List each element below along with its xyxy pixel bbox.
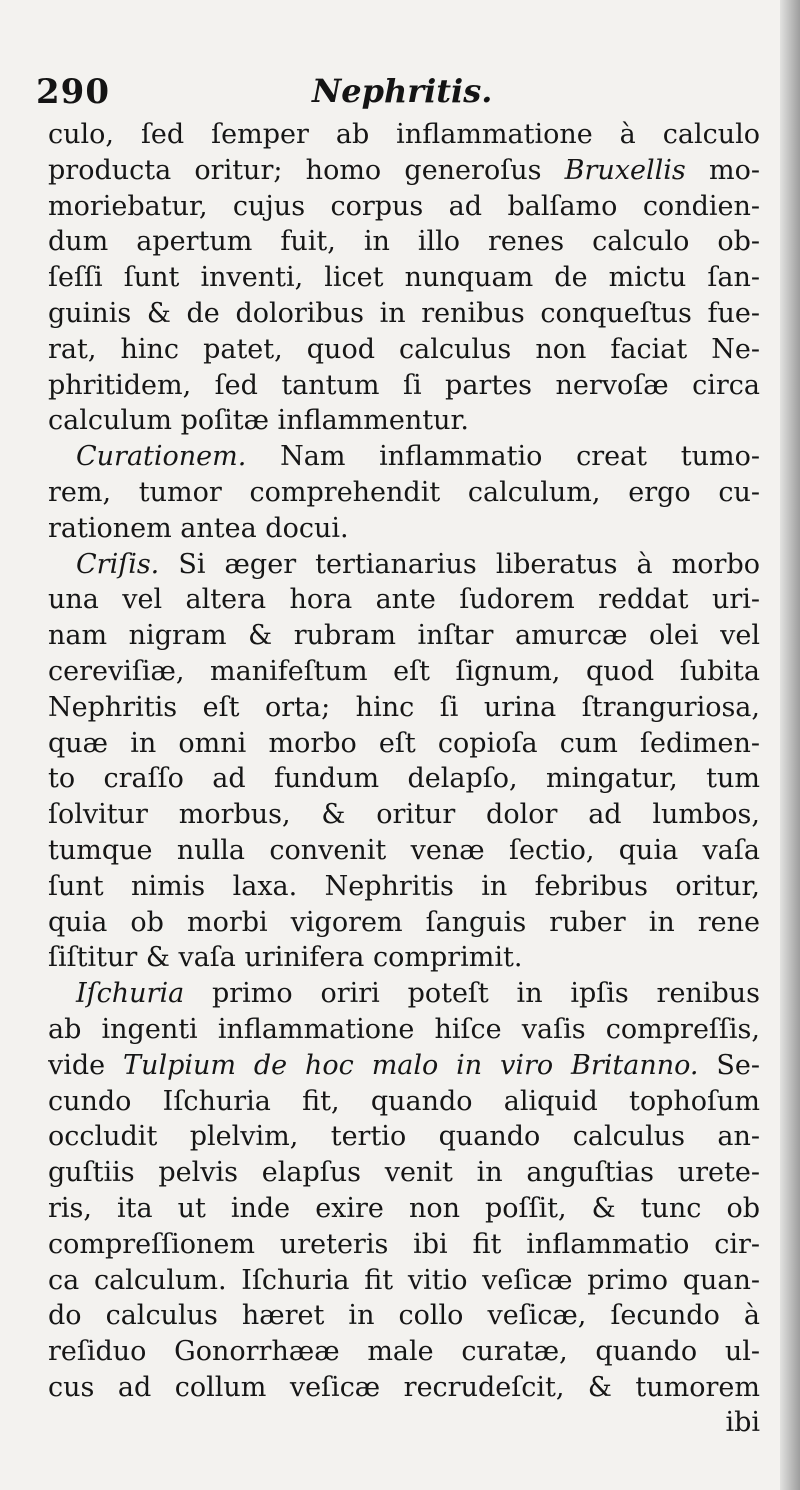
text-line: do calculus hæret in collo veſicæ, ſecundo à	[48, 1300, 760, 1332]
text-line: ſunt nimis laxa. Nephritis in febribus oritur,	[48, 870, 760, 902]
text-line: moriebatur, cujus corpus ad balſamo condien-	[48, 190, 760, 222]
page-edge-shadow	[780, 0, 800, 1490]
text-line: nam nigram & rubram inſtar amurcæ olei vel	[48, 620, 760, 652]
text-line: compreſſionem ureteris ibi fit inflammatio cir-	[48, 1228, 760, 1260]
text-line: phritidem, ſed tantum ſi partes nervoſæ circa	[48, 369, 760, 401]
text-line: guinis & de doloribus in renibus conqueſtus fue-	[48, 297, 760, 329]
italic-phrase: Criſis.	[76, 548, 160, 580]
text-line: occludit plelvim, tertio quando calculus an-	[48, 1121, 760, 1153]
text-line: rat, hinc patet, quod calculus non faciat Ne-	[48, 333, 760, 365]
text-line: quia ob morbi vigorem ſanguis ruber in rene	[48, 906, 760, 938]
catchword: ibi	[725, 1407, 760, 1438]
paragraph-start-line: Iſchuria primo oriri poteſt in ipſis renibus	[76, 978, 760, 1010]
text-line: ſiſtitur & vaſa urinifera comprimit.	[48, 942, 523, 974]
text-line: ca calculum. Iſchuria fit vitio veſicæ primo quan-	[48, 1264, 760, 1296]
text-line: quæ in omni morbo eſt copioſa cum ſedimen-	[48, 727, 760, 759]
text-line: rem, tumor comprehendit calculum, ergo cu-	[48, 476, 760, 508]
text-line: cundo Iſchuria fit, quando aliquid tophoſum	[48, 1085, 760, 1117]
text-line: cus ad collum veſicæ recrudeſcit, & tumorem	[48, 1371, 760, 1403]
italic-phrase: Curationem.	[76, 441, 247, 473]
text-line: ſolvitur morbus, & oritur dolor ad lumbos,	[48, 799, 760, 831]
paragraph-start-line: Criſis. Si æger tertianarius liberatus à morbo	[76, 548, 760, 580]
text-line: to craſſo ad fundum delapſo, mingatur, tum	[48, 763, 760, 795]
text-line: ſeſſi ſunt inventi, licet nunquam de mictu ſan-	[48, 262, 760, 294]
text-line: rationem antea docui.	[48, 512, 349, 544]
text-line: culo, ſed ſemper ab inflammatione à calculo	[48, 119, 760, 150]
text-line: tumque nulla convenit venæ ſectio, quia vaſa	[48, 834, 760, 866]
page-header	[30, 72, 760, 112]
running-head: Nephritis.	[312, 72, 493, 110]
paragraph-start-line: Curationem. Nam inflammatio creat tumo-	[76, 441, 760, 473]
italic-phrase: Tulpium de hoc malo in viro Britanno.	[123, 1049, 699, 1081]
text-line: Nephritis eſt orta; hinc ſi urina ſtranguriosa,	[48, 691, 760, 723]
italic-phrase: Iſchuria	[76, 978, 185, 1010]
text-line: reſiduo Gonorrhææ male curatæ, quando ul-	[48, 1336, 760, 1368]
text-line: producta oritur; homo generoſus Bruxellis mo-	[48, 154, 760, 186]
text-line: ris, ita ut inde exire non poſſit, & tunc ob	[48, 1192, 760, 1224]
page-number: 290	[36, 72, 110, 112]
text-line: cereviſiæ, manifeſtum eſt ſignum, quod ſubita	[48, 655, 760, 687]
text-line: una vel altera hora ante ſudorem reddat uri-	[48, 584, 760, 616]
body-text	[48, 117, 760, 1406]
text-line: ab ingenti inflammatione hiſce vaſis compreſſis,	[48, 1013, 760, 1045]
text-line: guſtiis pelvis elapſus venit in anguſtias urete-	[48, 1157, 760, 1189]
italic-phrase: Bruxellis	[564, 154, 686, 186]
text-line: calculum poſitæ inflammentur.	[48, 405, 470, 437]
text-line: vide Tulpium de hoc malo in viro Britanno. Se-	[48, 1049, 760, 1081]
text-line: dum apertum fuit, in illo renes calculo ob-	[48, 226, 760, 258]
